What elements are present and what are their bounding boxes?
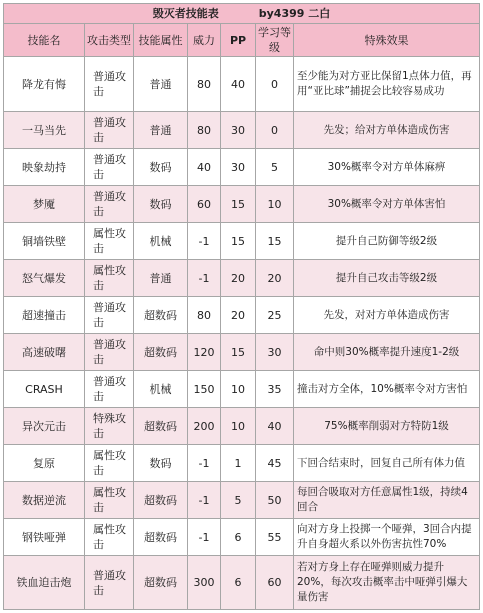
skill-power: -1	[188, 223, 221, 260]
skill-power: 200	[188, 408, 221, 445]
skill-type: 属性攻击	[85, 445, 134, 482]
skill-type: 普通攻击	[85, 112, 134, 149]
table-row	[4, 112, 480, 149]
skill-power: 120	[188, 334, 221, 371]
skill-power: 40	[188, 149, 221, 186]
skill-attr: 数码	[134, 445, 188, 482]
skill-type: 普通攻击	[85, 556, 134, 610]
table-row	[4, 445, 480, 482]
skill-level: 50	[256, 482, 294, 519]
skill-attr: 普通	[134, 112, 188, 149]
skill-attr: 数码	[134, 186, 188, 223]
skill-power: -1	[188, 482, 221, 519]
skill-name: 高速破曙	[4, 334, 85, 371]
skill-effect: 若对方身上存在哑弹则威力提升20%，每次攻击概率击中哑弹引爆大量伤害	[294, 556, 480, 610]
skill-level: 0	[256, 57, 294, 112]
skill-effect: 每回合吸取对方任意属性1级，持续4回合	[294, 482, 480, 519]
skill-power: 150	[188, 371, 221, 408]
skill-effect: 先发，对对方单体造成伤害	[294, 297, 480, 334]
skill-power: 300	[188, 556, 221, 610]
skill-pp: 6	[221, 556, 256, 610]
header-pp: PP	[221, 24, 256, 57]
skill-pp: 30	[221, 149, 256, 186]
skill-attr: 超数码	[134, 297, 188, 334]
skill-type: 普通攻击	[85, 371, 134, 408]
skill-attr: 普通	[134, 57, 188, 112]
skill-level: 40	[256, 408, 294, 445]
skill-power: 60	[188, 186, 221, 223]
skill-effect: 75%概率削弱对方特防1级	[294, 408, 480, 445]
skill-effect: 先发；给对方单体造成伤害	[294, 112, 480, 149]
skill-level: 20	[256, 260, 294, 297]
skill-pp: 15	[221, 223, 256, 260]
skill-effect: 撞击对方全体，10%概率令对方害怕	[294, 371, 480, 408]
skill-attr: 超数码	[134, 519, 188, 556]
skill-level: 25	[256, 297, 294, 334]
table-row	[4, 408, 480, 445]
skill-type: 普通攻击	[85, 57, 134, 112]
header-row	[4, 24, 480, 57]
table-row	[4, 260, 480, 297]
skill-effect: 30%概率令对方单体害怕	[294, 186, 480, 223]
skill-effect: 命中则30%概率提升速度1-2级	[294, 334, 480, 371]
skill-effect: 提升自己防御等级2级	[294, 223, 480, 260]
skill-level: 5	[256, 149, 294, 186]
skill-name: CRASH	[4, 371, 85, 408]
skill-type: 属性攻击	[85, 223, 134, 260]
skill-level: 55	[256, 519, 294, 556]
skill-pp: 30	[221, 112, 256, 149]
header-name: 技能名	[4, 24, 85, 57]
header-effect: 特殊效果	[294, 24, 480, 57]
skill-level: 35	[256, 371, 294, 408]
skill-type: 属性攻击	[85, 482, 134, 519]
table-row	[4, 186, 480, 223]
skill-body	[4, 57, 480, 610]
skill-name: 超速撞击	[4, 297, 85, 334]
skill-effect: 下回合结束时，回复自己所有体力值	[294, 445, 480, 482]
skill-attr: 超数码	[134, 334, 188, 371]
title-row	[4, 4, 480, 24]
skill-attr: 超数码	[134, 556, 188, 610]
skill-attr: 机械	[134, 371, 188, 408]
skill-name: 梦魇	[4, 186, 85, 223]
skill-power: 80	[188, 112, 221, 149]
skill-name: 一马当先	[4, 112, 85, 149]
skill-level: 10	[256, 186, 294, 223]
skill-name: 映象劫持	[4, 149, 85, 186]
header-power: 威力	[188, 24, 221, 57]
header-type: 攻击类型	[85, 24, 134, 57]
skill-level: 0	[256, 112, 294, 149]
skill-name: 铁血迫击炮	[4, 556, 85, 610]
skill-name: 异次元击	[4, 408, 85, 445]
skill-level: 60	[256, 556, 294, 610]
skill-effect: 30%概率令对方单体麻痹	[294, 149, 480, 186]
skill-power: -1	[188, 260, 221, 297]
skill-type: 普通攻击	[85, 149, 134, 186]
table-row	[4, 149, 480, 186]
skill-attr: 机械	[134, 223, 188, 260]
table-row	[4, 556, 480, 610]
table-author: by4399 二白	[258, 7, 331, 20]
skill-pp: 6	[221, 519, 256, 556]
table-title-cell	[4, 4, 480, 24]
table-row	[4, 482, 480, 519]
table-row	[4, 57, 480, 112]
skill-type: 属性攻击	[85, 519, 134, 556]
skill-type: 普通攻击	[85, 334, 134, 371]
skill-power: 80	[188, 297, 221, 334]
skill-attr: 数码	[134, 149, 188, 186]
table-title: 毁灭者技能表	[152, 7, 219, 20]
skill-level: 45	[256, 445, 294, 482]
skill-effect: 提升自己攻击等级2级	[294, 260, 480, 297]
skill-pp: 1	[221, 445, 256, 482]
skill-pp: 40	[221, 57, 256, 112]
skill-effect: 至少能为对方亚比保留1点体力值，再用“亚比球”捕捉会比较容易成功	[294, 57, 480, 112]
header-level: 学习等级	[256, 24, 294, 57]
skill-attr: 超数码	[134, 408, 188, 445]
skill-name: 复原	[4, 445, 85, 482]
table-row	[4, 519, 480, 556]
skill-name: 数据逆流	[4, 482, 85, 519]
skill-pp: 15	[221, 186, 256, 223]
skill-level: 15	[256, 223, 294, 260]
table-row	[4, 297, 480, 334]
skill-pp: 10	[221, 408, 256, 445]
skill-name: 降龙有悔	[4, 57, 85, 112]
skill-name: 铜墙铁壁	[4, 223, 85, 260]
skill-pp: 20	[221, 260, 256, 297]
skill-effect: 向对方身上投掷一个哑弹，3回合内提升自身超火系以外伤害抗性70%	[294, 519, 480, 556]
skill-pp: 10	[221, 371, 256, 408]
skill-level: 30	[256, 334, 294, 371]
skill-type: 特殊攻击	[85, 408, 134, 445]
skill-pp: 15	[221, 334, 256, 371]
skill-table	[3, 3, 480, 610]
skill-type: 普通攻击	[85, 186, 134, 223]
table-row	[4, 223, 480, 260]
skill-type: 普通攻击	[85, 297, 134, 334]
skill-attr: 普通	[134, 260, 188, 297]
header-attr: 技能属性	[134, 24, 188, 57]
skill-pp: 20	[221, 297, 256, 334]
skill-pp: 5	[221, 482, 256, 519]
table-row	[4, 334, 480, 371]
skill-power: 80	[188, 57, 221, 112]
skill-power: -1	[188, 519, 221, 556]
skill-name: 怒气爆发	[4, 260, 85, 297]
skill-name: 钢铁哑弹	[4, 519, 85, 556]
skill-type: 属性攻击	[85, 260, 134, 297]
table-row	[4, 371, 480, 408]
skill-attr: 超数码	[134, 482, 188, 519]
skill-power: -1	[188, 445, 221, 482]
